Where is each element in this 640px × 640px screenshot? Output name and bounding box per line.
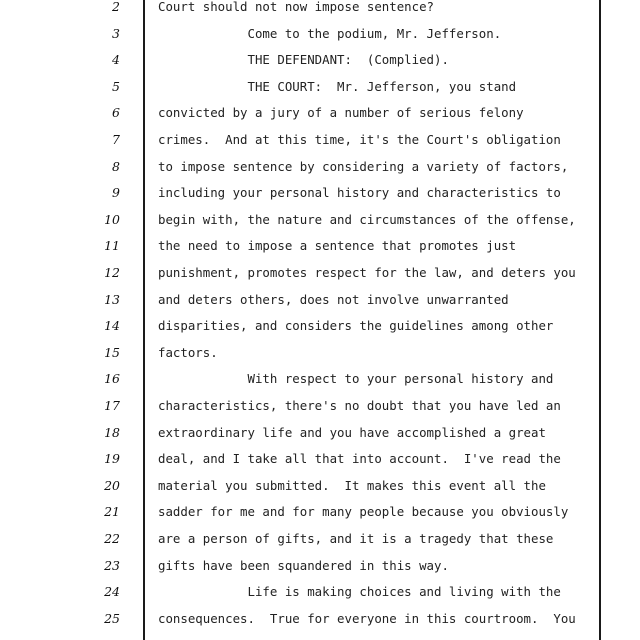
transcript-line: [0, 340, 640, 367]
transcript-line: [0, 154, 640, 181]
transcript-line: [0, 446, 640, 473]
transcript-line: [0, 233, 640, 260]
line-number: 9: [112, 185, 120, 201]
line-number: 24: [104, 584, 120, 600]
transcript-line: [0, 100, 640, 127]
line-number: 18: [104, 424, 120, 440]
line-text: disparities, and considers the guidelines among other: [158, 318, 554, 334]
line-number: 4: [112, 52, 120, 68]
line-text: are a person of gifts, and it is a tragedy that these: [158, 531, 554, 546]
transcript-line: [0, 0, 640, 21]
line-text: consequences. True for everyone in this courtroom. You: [158, 610, 576, 626]
line-text: to impose sentence by considering a variety of factors,: [158, 158, 569, 174]
line-number: 21: [104, 504, 120, 520]
transcript-line: [0, 260, 640, 287]
transcript-line: [0, 526, 640, 553]
line-number: 3: [112, 25, 120, 41]
transcript-line: [0, 180, 640, 207]
transcript-line: [0, 499, 640, 526]
transcript-line: [0, 393, 640, 420]
line-number: 10: [104, 211, 120, 227]
transcript-line: [0, 207, 640, 234]
transcript-line: [0, 127, 640, 154]
transcript-line: [0, 74, 640, 101]
line-number: 7: [112, 132, 120, 147]
line-number: 23: [104, 557, 120, 573]
transcript-line: [0, 606, 640, 633]
line-text: With respect to your personal history and: [158, 371, 554, 387]
line-text: the need to impose a sentence that promotes just: [158, 238, 517, 254]
transcript-line: [0, 313, 640, 340]
transcript-line: [0, 473, 640, 500]
line-number: 16: [104, 371, 120, 387]
line-text: gifts have been squandered in this way.: [158, 557, 449, 573]
line-number: 11: [104, 238, 120, 254]
line-text: crimes. And at this time, it's the Court's obligation: [158, 132, 561, 147]
line-number: 12: [104, 265, 120, 280]
line-text: factors.: [158, 344, 218, 360]
line-text: punishment, promotes respect for the law, and deters you: [158, 265, 576, 280]
transcript-line: [0, 21, 640, 48]
line-text: including your personal history and characteristics to: [158, 185, 561, 201]
line-text: begin with, the nature and circumstances of the offense,: [158, 211, 576, 227]
line-number: 22: [104, 531, 120, 546]
line-number: 17: [104, 398, 120, 413]
line-number: 5: [112, 78, 120, 94]
line-number: 8: [112, 158, 120, 174]
line-text: and deters others, does not involve unwarranted: [158, 291, 509, 307]
line-text: THE DEFENDANT: (Complied).: [158, 52, 449, 68]
transcript-line: [0, 420, 640, 447]
line-text: Court should not now impose sentence?: [158, 0, 435, 14]
line-number: 19: [104, 451, 120, 467]
line-number: 6: [112, 105, 120, 121]
line-text: deal, and I take all that into account. I've read the: [158, 451, 561, 467]
line-text: Life is making choices and living with the: [158, 584, 561, 600]
transcript-line: [0, 553, 640, 580]
line-number: 2: [112, 0, 120, 14]
transcript-line: [0, 366, 640, 393]
line-number: 20: [104, 477, 120, 493]
line-number: 14: [104, 318, 120, 334]
line-text: characteristics, there's no doubt that you have led an: [158, 398, 561, 413]
line-number: 15: [104, 344, 120, 360]
line-number: 13: [104, 291, 120, 307]
transcript-line: [0, 47, 640, 74]
transcript-line: [0, 287, 640, 314]
line-text: sadder for me and for many people because you obviously: [158, 504, 569, 520]
line-text: material you submitted. It makes this event all the: [158, 477, 546, 493]
line-text: Come to the podium, Mr. Jefferson.: [158, 25, 502, 41]
line-number: 25: [104, 610, 120, 626]
transcript-line: [0, 579, 640, 606]
line-text: THE COURT: Mr. Jefferson, you stand: [158, 78, 517, 94]
line-text: extraordinary life and you have accomplished a great: [158, 424, 546, 440]
line-text: convicted by a jury of a number of serious felony: [158, 105, 524, 121]
